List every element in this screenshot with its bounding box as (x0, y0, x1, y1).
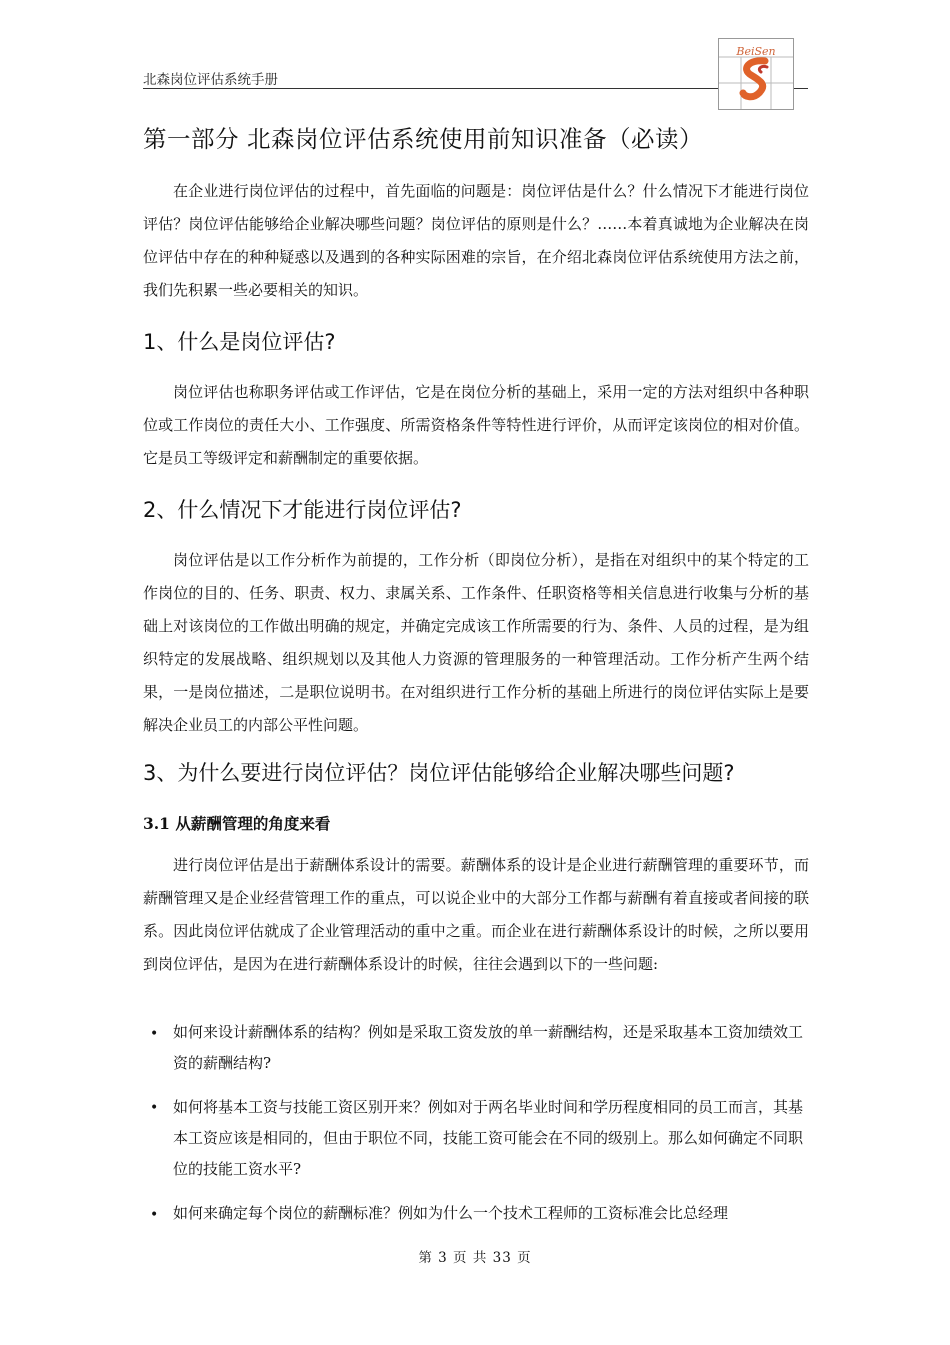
header-divider (143, 88, 808, 89)
section-2-body: 岗位评估是以工作分析作为前提的，工作分析（即岗位分析），是指在对组织中的某个特定的工作岗位的目的、任务、职责、权力、隶属关系、工作条件、任职资格等相关信息进行收集与分析的基础上对该岗位的工作做出明确的规定，并确定完成该工作所需要的行为、条件、人员的过程，是为组织特定的发展战略、组织规划以及其他人力资源的管理服务的一种管理活动。工作分析产生两个结果，一是岗位描述，二是职位说明书。在对组织进行工作分析的基础上所进行的岗位评估实际上是要解决企业员工的内部公平性问题。 (143, 551, 809, 734)
beisen-logo (718, 38, 794, 110)
part-title: 第一部分 北森岗位评估系统使用前知识准备（必读） (143, 125, 703, 153)
section-3-1-body: 进行岗位评估是出于薪酬体系设计的需要。薪酬体系的设计是企业进行薪酬管理的重要环节，而薪酬管理又是企业经营管理工作的重点，可以说企业中的大部分工作都与薪酬有着直接或者间接的联系。因此岗位评估就成了企业管理活动的重中之重。而企业在进行薪酬体系设计的时候，之所以要用到岗位评估，是因为在进行薪酬体系设计的时候，往往会遇到以下的一些问题: (143, 856, 809, 973)
header-title: 北森岗位评估系统手册 (143, 72, 278, 88)
logo-text: BeiSen (736, 45, 776, 58)
bullet-icon: • (150, 1026, 159, 1042)
bullet-item-2: 如何将基本工资与技能工资区别开来？例如对于两名毕业时间和学历程度相同的员工而言，其基本工资应该是相同的，但由于职位不同，技能工资可能会在不同的级别上。那么如何确定不同职位的技能工资水平? (173, 1098, 804, 1178)
section-1-body: 岗位评估也称职务评估或工作评估，它是在岗位分析的基础上，采用一定的方法对组织中各种职位或工作岗位的责任大小、工作强度、所需资格条件等特性进行评价，从而评定该岗位的相对价值。它是员工等级评定和薪酬制定的重要依据。 (143, 383, 809, 467)
bullet-item-1: 如何来设计薪酬体系的结构？例如是采取工资发放的单一薪酬结构，还是采取基本工资加绩效工资的薪酬结构? (173, 1023, 804, 1072)
section-1-heading: 1、什么是岗位评估? (143, 330, 336, 354)
bullet-icon: • (150, 1207, 159, 1223)
section-2-heading: 2、什么情况下才能进行岗位评估? (143, 498, 462, 522)
section-3-1-heading: 3.1 从薪酬管理的角度来看 (143, 814, 331, 833)
page-footer: 第 3 页 共 33 页 (418, 1250, 532, 1266)
intro-paragraph: 在企业进行岗位评估的过程中，首先面临的问题是：岗位评估是什么？什么情况下才能进行岗位评估？岗位评估能够给企业解决哪些问题？岗位评估的原则是什么？……本着真诚地为企业解决在岗位评估中存在的种种疑惑以及遇到的各种实际困难的宗旨，在介绍北森岗位评估系统使用方法之前，我们先积累一些必要相关的知识。 (143, 182, 809, 299)
bullet-icon: • (150, 1100, 159, 1116)
bullet-item-3: 如何来确定每个岗位的薪酬标准？例如为什么一个技术工程师的工资标准会比总经理 (173, 1204, 729, 1222)
section-3-heading: 3、为什么要进行岗位评估？岗位评估能够给企业解决哪些问题? (143, 761, 735, 785)
